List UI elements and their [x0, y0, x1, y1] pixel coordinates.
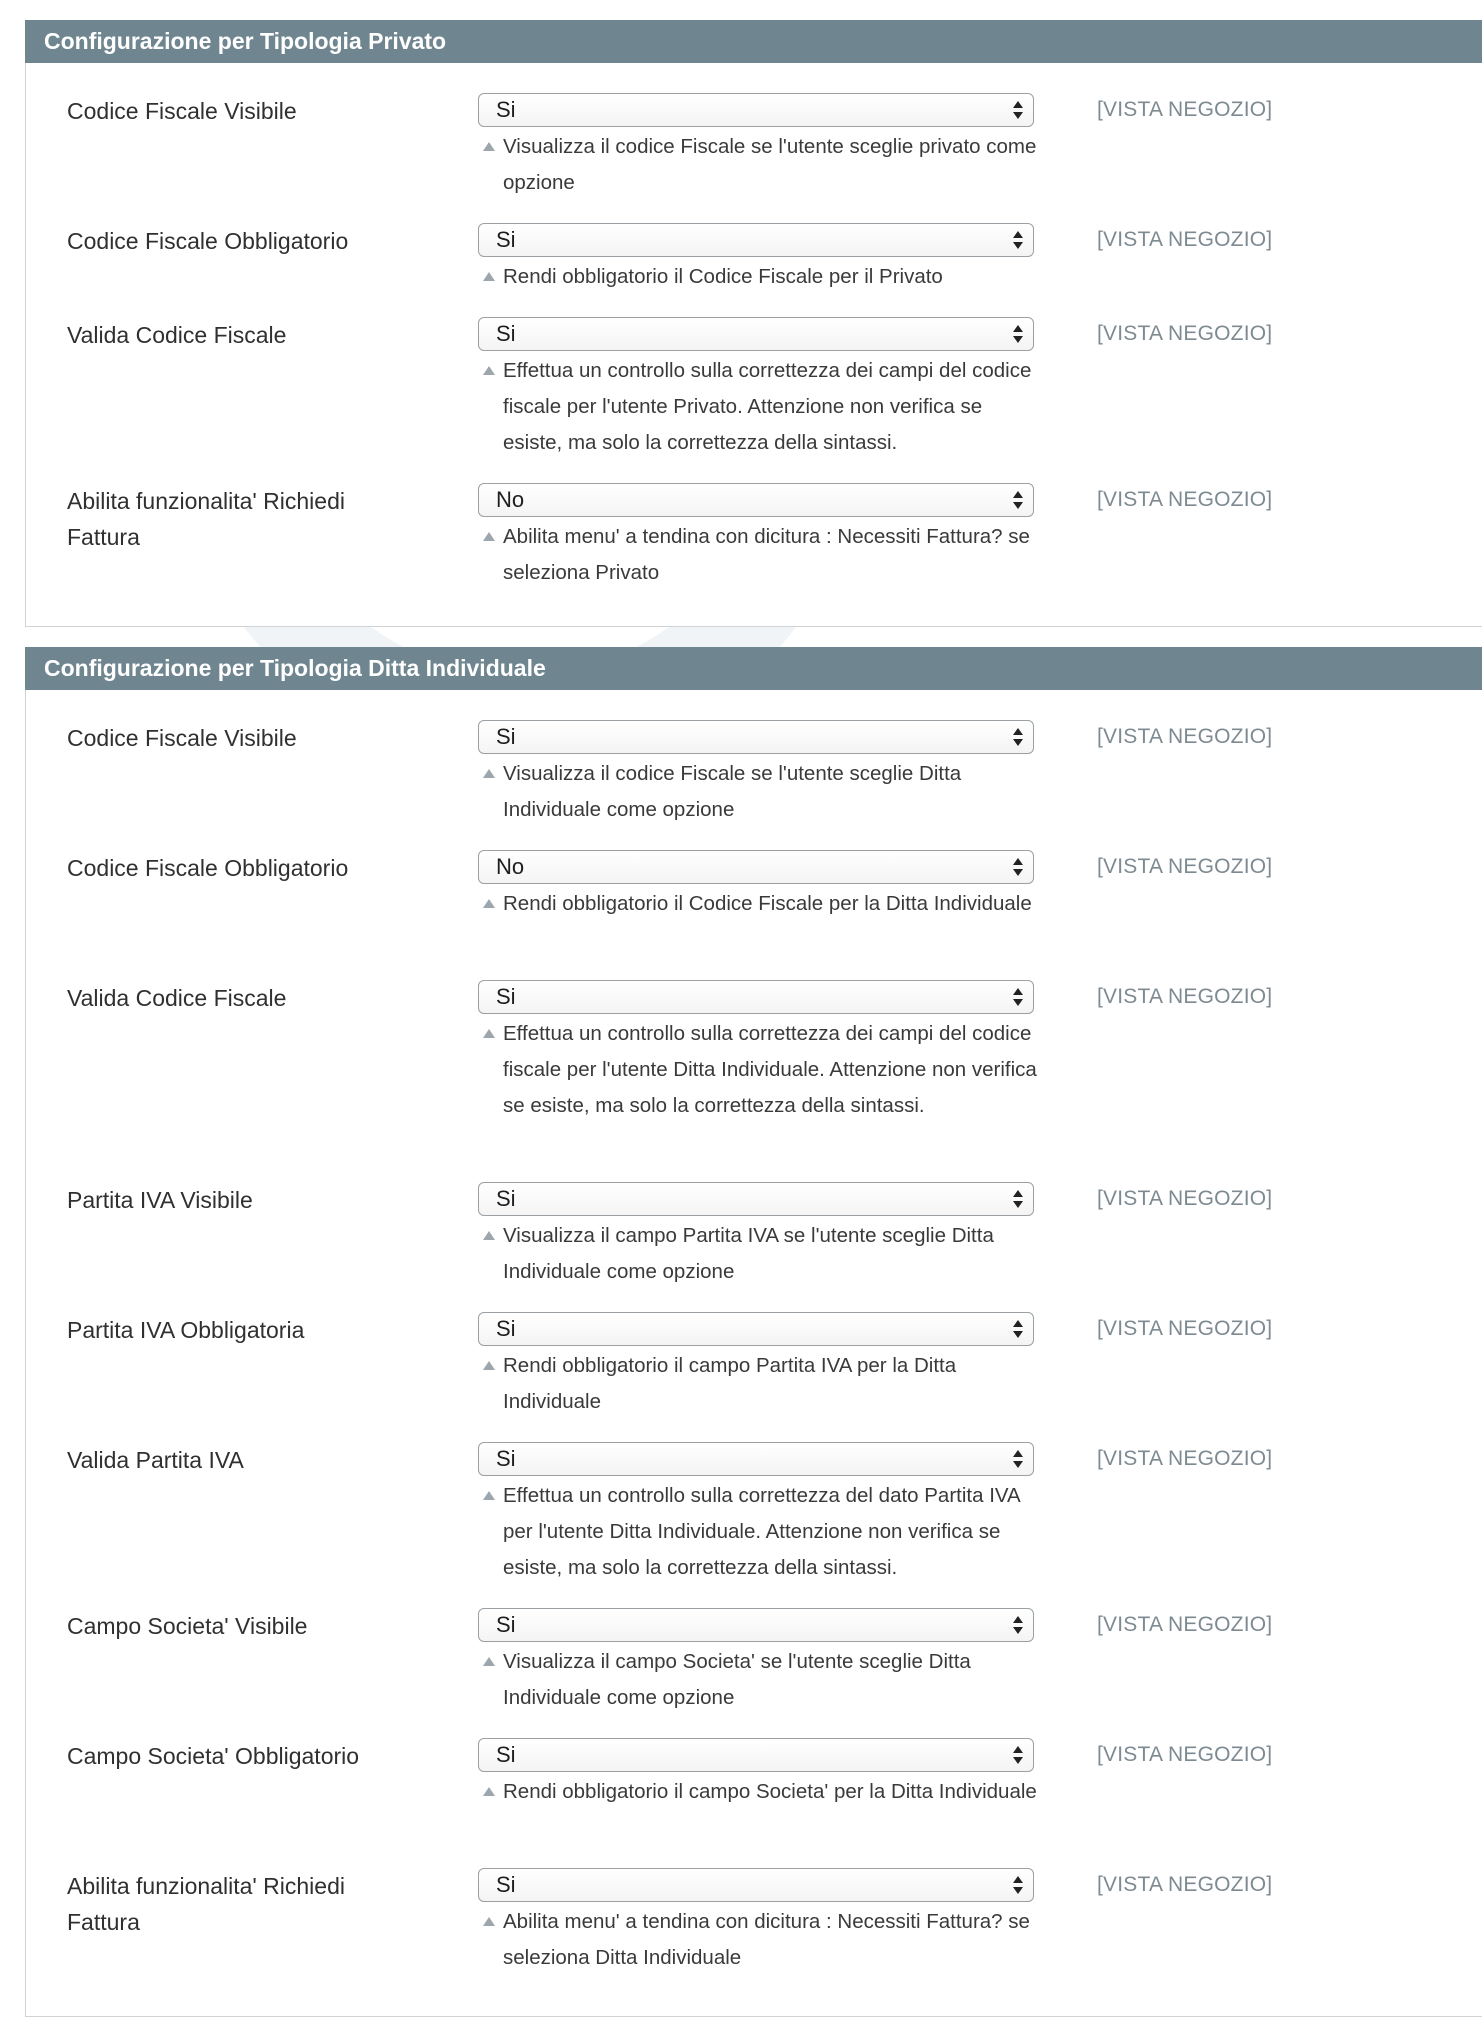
note-triangle-icon	[481, 519, 497, 555]
field-note: Rendi obbligatorio il Codice Fiscale per la Ditta Individuale	[503, 892, 1032, 915]
select-arrows-icon	[1012, 1873, 1024, 1897]
codice-fiscale-visibile-select[interactable]	[478, 720, 1034, 754]
select-value: Si	[496, 321, 516, 346]
section-header: Configurazione per Tipologia Ditta Individuale	[25, 647, 1482, 690]
config-row	[26, 720, 1482, 850]
note-triangle-icon	[481, 1016, 497, 1052]
scope-label: [VISTA NEGOZIO]	[1097, 1613, 1273, 1636]
field-label: Campo Societa' Obbligatorio	[67, 1743, 360, 1769]
select-arrows-icon	[1012, 1187, 1024, 1211]
field-note: Rendi obbligatorio il Codice Fiscale per il Privato	[503, 265, 943, 288]
config-row	[26, 1738, 1482, 1868]
config-row	[26, 317, 1482, 483]
field-label: Valida Codice Fiscale	[67, 322, 287, 348]
scope-label: [VISTA NEGOZIO]	[1097, 1447, 1273, 1470]
valida-codice-fiscale-select[interactable]	[478, 317, 1034, 351]
note-triangle-icon	[481, 756, 497, 792]
note-triangle-icon	[481, 259, 497, 295]
note-triangle-icon	[481, 1478, 497, 1514]
field-label: Partita IVA Obbligatoria	[67, 1317, 305, 1343]
note-triangle-icon	[481, 1774, 497, 1810]
config-row	[26, 1312, 1482, 1442]
scope-label: [VISTA NEGOZIO]	[1097, 985, 1273, 1008]
note-triangle-icon	[481, 1218, 497, 1254]
field-note: Rendi obbligatorio il campo Partita IVA per la Ditta Individuale	[503, 1354, 957, 1413]
select-value: Si	[496, 1446, 516, 1471]
scope-label: [VISTA NEGOZIO]	[1097, 488, 1273, 511]
note-triangle-icon	[481, 1644, 497, 1680]
select-value: Si	[496, 984, 516, 1009]
note-triangle-icon	[481, 1348, 497, 1384]
section-ditta-individuale	[25, 647, 1482, 2017]
note-triangle-icon	[481, 129, 497, 165]
field-label: Abilita funzionalita' Richiedi Fattura	[67, 488, 345, 550]
select-arrows-icon	[1012, 228, 1024, 252]
field-note: Effettua un controllo sulla correttezza dei campi del codice fiscale per l'utente Privato. Attenzione non verifica se esiste, ma solo la correttezza della sintassi.	[503, 359, 1032, 454]
config-row	[26, 850, 1482, 980]
field-note: Abilita menu' a tendina con dicitura : Necessiti Fattura? se seleziona Privato	[503, 525, 1030, 584]
select-arrows-icon	[1012, 1613, 1024, 1637]
select-arrows-icon	[1012, 855, 1024, 879]
select-value: Si	[496, 97, 516, 122]
scope-label: [VISTA NEGOZIO]	[1097, 725, 1273, 748]
partita-iva-obbligatoria-select[interactable]	[478, 1312, 1034, 1346]
campo-societa-visibile-select[interactable]	[478, 1608, 1034, 1642]
select-value: No	[496, 487, 525, 512]
scope-label: [VISTA NEGOZIO]	[1097, 1743, 1273, 1766]
config-row	[26, 1868, 1482, 1998]
codice-fiscale-obbligatorio-select[interactable]	[478, 223, 1034, 257]
select-arrows-icon	[1012, 725, 1024, 749]
field-note: Visualizza il codice Fiscale se l'utente sceglie privato come opzione	[503, 135, 1037, 194]
scope-label: [VISTA NEGOZIO]	[1097, 1873, 1273, 1896]
field-label: Abilita funzionalita' Richiedi Fattura	[67, 1873, 345, 1935]
select-arrows-icon	[1012, 1447, 1024, 1471]
select-arrows-icon	[1012, 488, 1024, 512]
richiedi-fattura-select[interactable]	[478, 483, 1034, 517]
field-note: Effettua un controllo sulla correttezza del dato Partita IVA per l'utente Ditta Individuale. Attenzione non verifica se esiste, ma solo la correttezza della sintassi.	[503, 1484, 1020, 1579]
field-note: Visualizza il campo Partita IVA se l'utente sceglie Ditta Individuale come opzione	[503, 1224, 994, 1283]
codice-fiscale-visibile-select[interactable]	[478, 93, 1034, 127]
config-row	[26, 980, 1482, 1182]
select-value: Si	[496, 1872, 516, 1897]
field-note: Abilita menu' a tendina con dicitura : Necessiti Fattura? se seleziona Ditta Individuale	[503, 1910, 1030, 1969]
scope-label: [VISTA NEGOZIO]	[1097, 1187, 1273, 1210]
field-note: Visualizza il codice Fiscale se l'utente sceglie Ditta Individuale come opzione	[503, 762, 962, 821]
scope-label: [VISTA NEGOZIO]	[1097, 1317, 1273, 1340]
codice-fiscale-obbligatorio-select[interactable]	[478, 850, 1034, 884]
section-privato	[25, 20, 1482, 627]
select-value: Si	[496, 1316, 516, 1341]
select-value: Si	[496, 227, 516, 252]
select-value: Si	[496, 1742, 516, 1767]
field-label: Valida Codice Fiscale	[67, 985, 287, 1011]
field-note: Rendi obbligatorio il campo Societa' per la Ditta Individuale	[503, 1780, 1037, 1803]
config-row	[26, 223, 1482, 317]
field-label: Valida Partita IVA	[67, 1447, 244, 1473]
partita-iva-visibile-select[interactable]	[478, 1182, 1034, 1216]
scope-label: [VISTA NEGOZIO]	[1097, 228, 1273, 251]
field-label: Codice Fiscale Visibile	[67, 98, 297, 124]
field-note: Visualizza il campo Societa' se l'utente sceglie Ditta Individuale come opzione	[503, 1650, 971, 1709]
valida-partita-iva-select[interactable]	[478, 1442, 1034, 1476]
scope-label: [VISTA NEGOZIO]	[1097, 855, 1273, 878]
select-arrows-icon	[1012, 985, 1024, 1009]
select-value: No	[496, 854, 525, 879]
select-arrows-icon	[1012, 1317, 1024, 1341]
note-triangle-icon	[481, 886, 497, 922]
select-value: Si	[496, 1186, 516, 1211]
config-row	[26, 1442, 1482, 1608]
select-value: Si	[496, 724, 516, 749]
field-note: Effettua un controllo sulla correttezza dei campi del codice fiscale per l'utente Ditta Individuale. Attenzione non verifica se esiste, ma solo la correttezza della sintassi.	[503, 1022, 1037, 1117]
field-label: Campo Societa' Visibile	[67, 1613, 308, 1639]
note-triangle-icon	[481, 353, 497, 389]
valida-codice-fiscale-select[interactable]	[478, 980, 1034, 1014]
section-header: Configurazione per Tipologia Privato	[25, 20, 1482, 63]
scope-label: [VISTA NEGOZIO]	[1097, 322, 1273, 345]
select-arrows-icon	[1012, 1743, 1024, 1767]
select-arrows-icon	[1012, 322, 1024, 346]
select-arrows-icon	[1012, 98, 1024, 122]
note-triangle-icon	[481, 1904, 497, 1940]
config-row	[26, 1608, 1482, 1738]
field-label: Codice Fiscale Obbligatorio	[67, 228, 349, 254]
field-label: Partita IVA Visibile	[67, 1187, 253, 1213]
richiedi-fattura-select[interactable]	[478, 1868, 1034, 1902]
field-label: Codice Fiscale Obbligatorio	[67, 855, 349, 881]
field-label: Codice Fiscale Visibile	[67, 725, 297, 751]
select-value: Si	[496, 1612, 516, 1637]
config-row	[26, 1182, 1482, 1312]
config-row	[26, 93, 1482, 223]
campo-societa-obbligatorio-select[interactable]	[478, 1738, 1034, 1772]
config-row	[26, 483, 1482, 613]
scope-label: [VISTA NEGOZIO]	[1097, 98, 1273, 121]
